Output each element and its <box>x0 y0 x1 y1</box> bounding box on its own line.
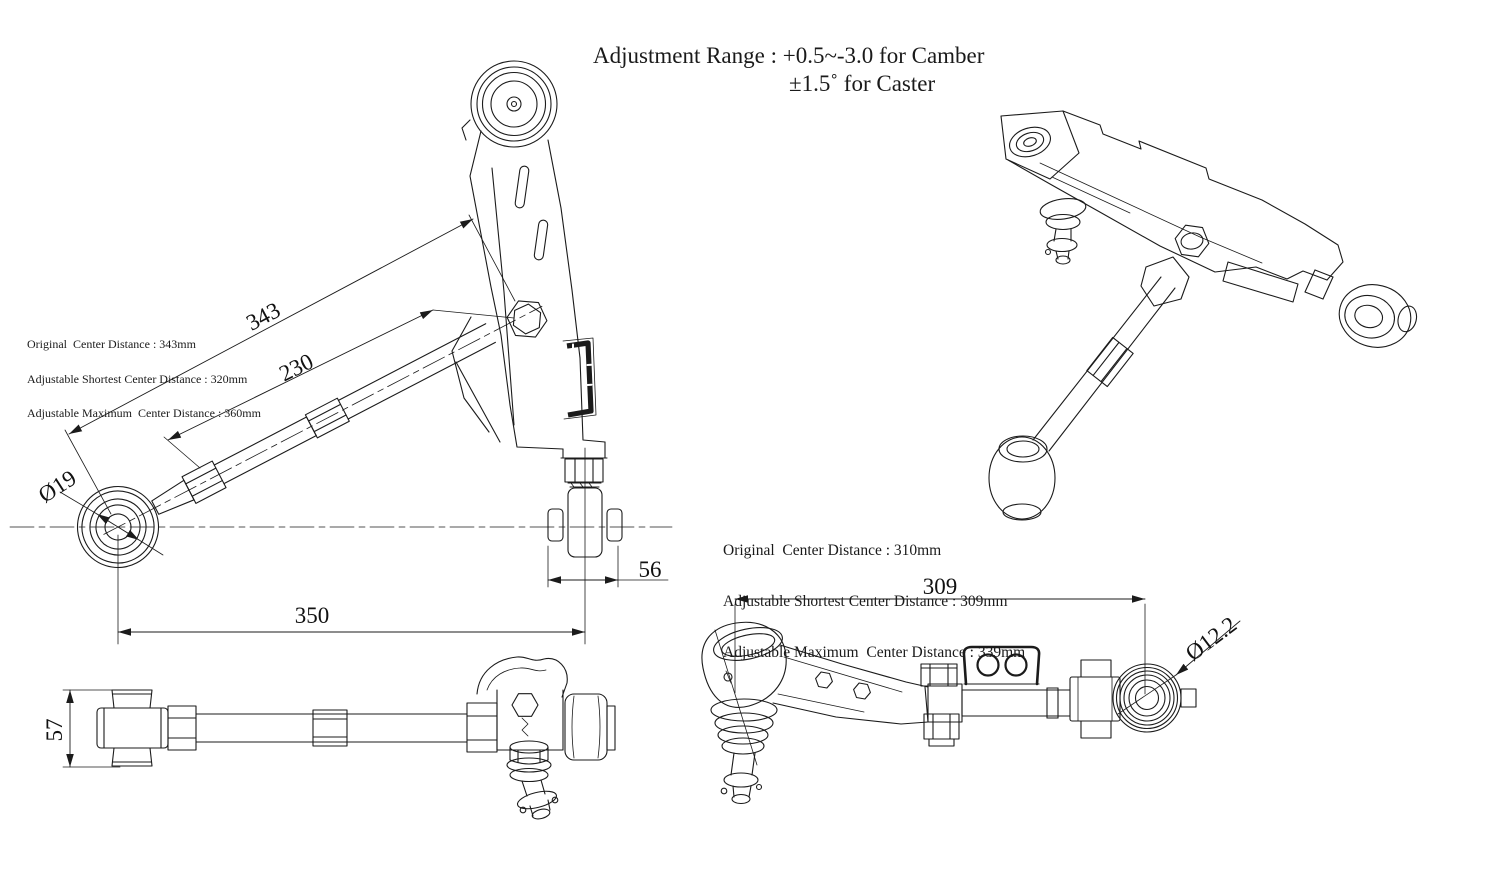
title-block <box>593 42 984 98</box>
adjuster-hex-bolt <box>507 301 547 337</box>
iso-hex-nut <box>1175 225 1209 257</box>
annotation-line: Adjustable Shortest Center Distance : 320mm <box>27 371 248 386</box>
camber-bushing-top <box>97 708 168 748</box>
title-line-2: ±1.5˚ for Caster <box>789 71 936 96</box>
dimension-350-label: 350 <box>294 603 330 628</box>
dimension-56-label: 56 <box>638 557 662 582</box>
isometric-view <box>989 111 1422 520</box>
camber-height-dimension <box>42 690 120 767</box>
dimension-dia19-label: Ø19 <box>33 465 81 508</box>
camber-arm-annotation <box>27 316 261 443</box>
annotation-line: Original Center Distance : 343mm <box>27 337 196 351</box>
dimension-dia12-label: Ø12.2 <box>1180 611 1242 666</box>
iso-ball-stud <box>1039 196 1087 264</box>
annotation-line: Adjustable Shortest Center Distance : 309mm <box>723 593 1008 610</box>
dimension-309-label: 309 <box>922 574 958 599</box>
iso-rod-end <box>1333 277 1423 356</box>
camber-outer-bushing-top <box>565 694 607 760</box>
camber-ball-joint <box>507 741 558 821</box>
clamp-hex-bolt <box>512 694 538 717</box>
dimension-343-label: 343 <box>242 297 285 336</box>
caster-arm-annotation <box>723 508 1025 695</box>
annotation-line: Adjustable Maximum Center Distance : 339mm <box>723 644 1026 661</box>
annotation-line: Original Center Distance : 310mm <box>723 542 942 559</box>
caster-rod-end <box>1113 664 1196 732</box>
dimension-57-label: 57 <box>42 718 67 742</box>
annotation-line: Adjustable Maximum Center Distance : 360mm <box>27 406 261 420</box>
title-line-1: Adjustment Range : +0.5~-3.0 for Camber <box>593 43 985 68</box>
dimension-230-label: 230 <box>275 348 318 387</box>
camber-arm-top-geometry <box>97 657 615 821</box>
camber-arm-top-view <box>42 657 615 821</box>
iso-diagonal-rod <box>1033 257 1189 451</box>
